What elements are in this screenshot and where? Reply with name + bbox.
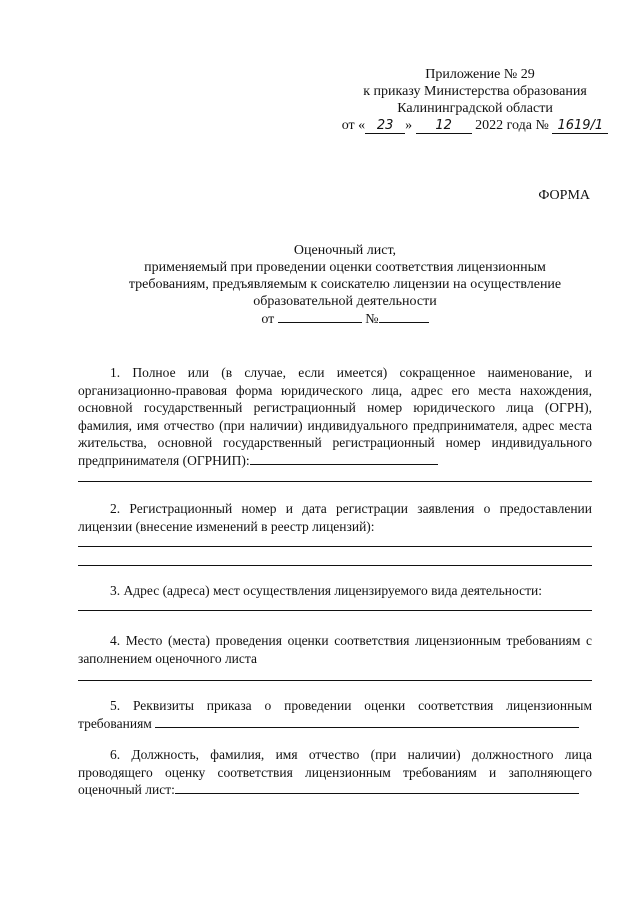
annex-date-line xyxy=(330,117,620,134)
item-6 xyxy=(78,746,592,799)
item-4 xyxy=(78,632,592,667)
item-4-text: 4. Место (места) проведения оценки соответствия лицензионным требованиям с заполнением оценочного листа xyxy=(78,633,592,666)
title-number-prefix: № xyxy=(365,312,379,327)
annex-order-ref: к приказу Министерства образования xyxy=(363,84,587,99)
title-line-2: применяемый при проведении оценки соответствия лицензионным xyxy=(144,260,546,275)
item-6-fill xyxy=(175,781,579,794)
item-5-fill xyxy=(155,715,579,728)
item-1 xyxy=(78,364,592,469)
item-1-fill xyxy=(250,452,438,465)
item-3-rule xyxy=(78,610,592,611)
annex-date-month: 12 xyxy=(416,119,472,134)
title-date-prefix: от xyxy=(261,312,275,327)
annex-header xyxy=(330,66,620,134)
item-6-text: 6. Должность, фамилия, имя отчество (при наличии) должностного лица проводящего оценку соответствия лицензионным требованиям и заполняющего оценочный лист: xyxy=(78,747,592,797)
title-line-1: Оценочный лист, xyxy=(293,243,397,258)
annex-number: Приложение № 29 xyxy=(425,67,535,82)
item-3-text: 3. Адрес (адреса) мест осуществления лицензируемого вида деятельности: xyxy=(110,583,542,598)
title-line-4: образовательной деятельности xyxy=(253,294,437,309)
item-1-text: 1. Полное или (в случае, если имеется) сокращенное наименование, и организационно-правовая форма юридического лица, адрес его места нахождения, основной государственный регистрационный номер юридического лица (ОГРН), фамилия, имя отчество (при наличии) индивидуального предпринимателя, адрес места жительства, основной государственный регистрационный номер индивидуального предпринимателя (ОГРНИП): xyxy=(78,365,592,468)
item-2-rule-1 xyxy=(78,546,592,547)
item-2 xyxy=(78,500,592,535)
annex-date-day: 23 xyxy=(365,119,405,134)
title-line-3: требованиям, предъявляемым к соискателю лицензии на осуществление xyxy=(128,277,562,292)
title-date-blank xyxy=(278,310,362,323)
item-3 xyxy=(78,582,592,600)
annex-date-year: 2022 года № xyxy=(475,118,549,133)
forma-label: ФОРМА xyxy=(538,188,590,203)
annex-order-number: 1619/1 xyxy=(552,119,608,134)
item-4-rule xyxy=(78,680,592,681)
annex-date-prefix: от « xyxy=(341,118,366,133)
item-5-text: 5. Реквизиты приказа о проведении оценки соответствия лицензионным требованиям xyxy=(78,698,592,731)
item-5 xyxy=(78,697,592,732)
title-date-line xyxy=(80,310,610,328)
annex-region: Калининградской области xyxy=(397,101,553,116)
item-2-text: 2. Регистрационный номер и дата регистрации заявления о предоставлении лицензии (внесение изменений в реестр лицензий): xyxy=(78,501,592,534)
title-number-blank xyxy=(379,310,429,323)
annex-date-mid: » xyxy=(405,118,413,133)
item-2-rule-2 xyxy=(78,565,592,566)
item-1-rule xyxy=(78,481,592,482)
document-title xyxy=(80,242,610,328)
